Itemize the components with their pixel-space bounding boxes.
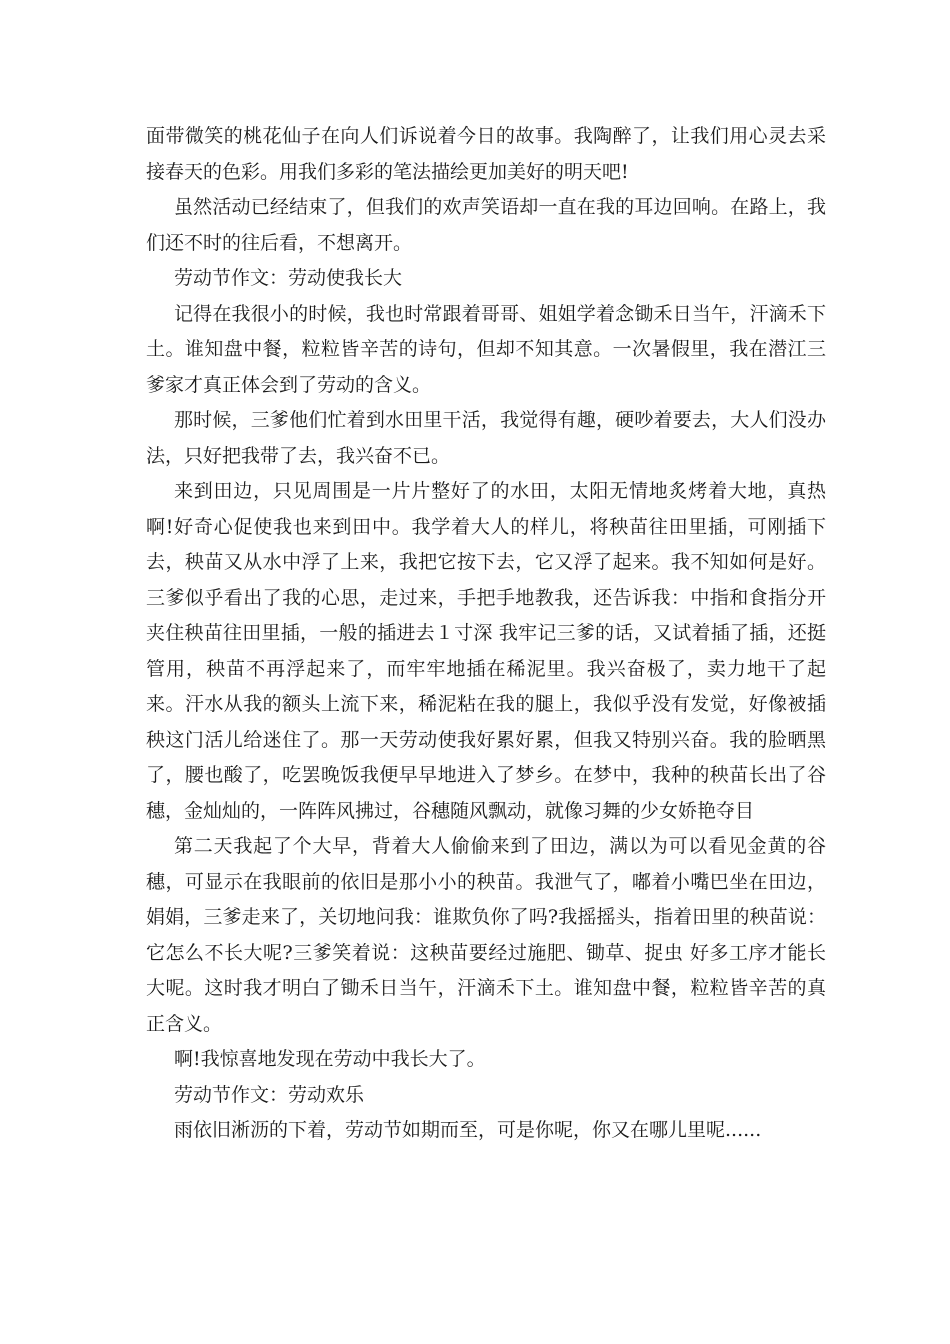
paragraph-continuation: 面带微笑的桃花仙子在向人们诉说着今日的故事。我陶醉了，让我们用心灵去采接春天的色彩。用我们多彩的笔法描绘更加美好的明天吧!: [146, 125, 826, 183]
paragraph: 虽然活动已经结束了，但我们的欢声笑语却一直在我的耳边回响。在路上，我们还不时的往后看，不想离开。: [146, 196, 826, 254]
section-heading: 劳动节作文：劳动使我长大: [174, 267, 403, 289]
section-heading: 劳动节作文：劳动欢乐: [174, 1083, 365, 1106]
paragraph: 来到田边，只见周围是一片片整好了的水田，太阳无情地炙烤着大地，真热啊!好奇心促使我也来到田中。我学着大人的样儿，将秧苗往田里插，可刚插下去，秧苗又从水中浮了上来，我把它按下去，它又浮了起来。我不知如何是好。三爹似乎看出了我的心思，走过来，手把手地教我，还告诉我：中指和食指分开夹住秧苗往田里插，一般的插进去１寸深 我牢记三爹的话，又试着插了插，还挺管用，秧苗不再浮起来了，而牢牢地插在稀泥里。我兴奋极了，卖力地干了起来。汗水从我的额头上流下来，稀泥粘在我的腿上，我似乎没有发觉，好像被插秧这门活儿给迷住了。那一天劳动使我好累好累，但我又特别兴奋。我的脸晒黑了，腰也酸了，吃罢晚饭我便早早地进入了梦乡。在梦中，我种的秧苗长出了谷穗，金灿灿的，一阵阵风拂过，谷穗随风飘动，就像习舞的少女娇艳夺目: [146, 480, 826, 822]
paragraph: 雨依旧淅沥的下着，劳动节如期而至，可是你呢，你又在哪儿里呢......: [174, 1119, 762, 1141]
paragraph: 记得在我很小的时候，我也时常跟着哥哥、姐姐学着念锄禾日当午，汗滴禾下土。谁知盘中餐，粒粒皆辛苦的诗句，但却不知其意。一次暑假里，我在潜江三爹家才真正体会到了劳动的含义。: [146, 302, 826, 396]
paragraph: 啊!我惊喜地发现在劳动中我长大了。: [174, 1048, 486, 1070]
paragraph: 第二天我起了个大早，背着大人偷偷来到了田边，满以为可以看见金黄的谷穗，可显示在我眼前的依旧是那小小的秧苗。我泄气了，嘟着小嘴巴坐在田边，娟娟，三爹走来了，关切地问我：谁欺负你了吗?我摇摇头，指着田里的秧苗说：它怎么不长大呢?三爹笑着说：这秧苗要经过施肥、锄草、捉虫 好多工序才能长大呢。这时我才明白了锄禾日当午，汗滴禾下土。谁知盘中餐，粒粒皆辛苦的真正含义。: [146, 835, 826, 1035]
document-body: [146, 119, 826, 1149]
paragraph: 那时候，三爹他们忙着到水田里干活，我觉得有趣，硬吵着要去，大人们没办法，只好把我带了去，我兴奋不已。: [146, 409, 826, 467]
